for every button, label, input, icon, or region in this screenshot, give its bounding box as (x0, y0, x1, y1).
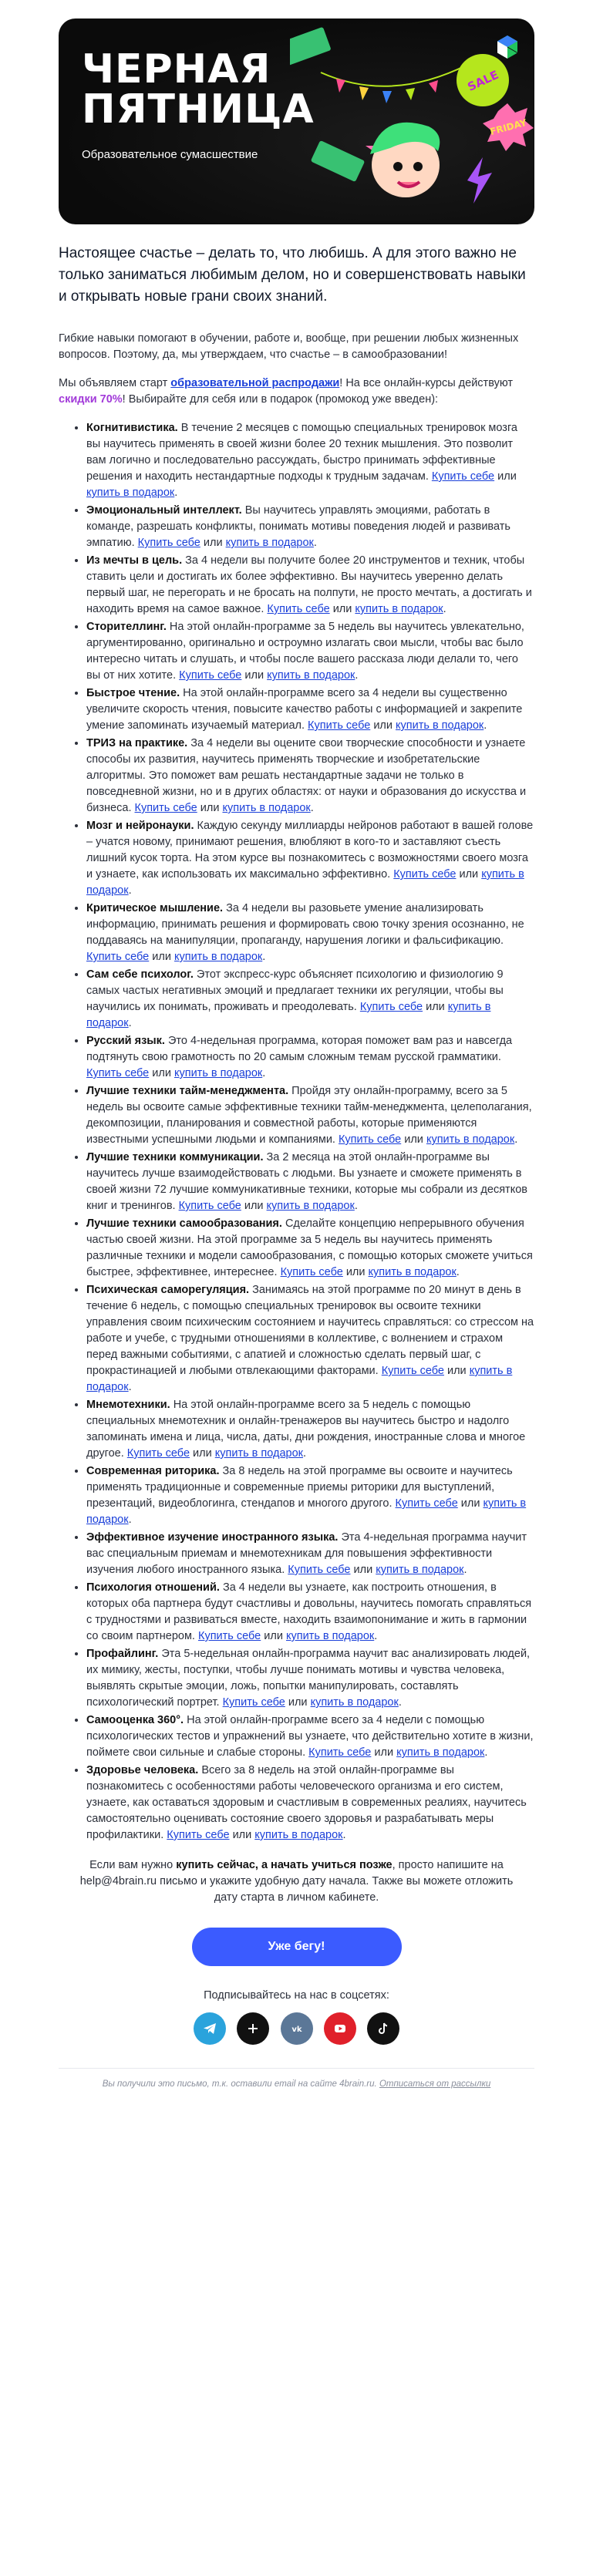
course-name: Из мечты в цель. (86, 554, 183, 567)
course-description: Пройдя эту онлайн-программу, всего за 5 недель вы освоите самые эффективные техники тайм-менеджмента, целеполагания, декомпозиции, планирования и совместной работы, которые применяются известными успешными людьми и компаниями. (86, 1085, 532, 1146)
course-description: Всего за 8 недель на этой онлайн-программе вы познакомитесь с особенностями работы человеческого организма и его систем, узнаете, как оставаться здоровым и счастливым в современных реалиях, научитесь самостоятельно оценивать состояние своего здоровья и разрабатывать меры профилактики. (86, 1764, 527, 1841)
course-item: • Критическое мышление. За 4 недели вы разовьете умение анализировать информацию, принимать решения и формировать свою точку зрения осознанно, не поддаваясь на манипуляции, пропаганду, нарушения логики и фальсификацию. Купить себе или купить в подарок. (86, 901, 534, 965)
course-description: За 4 недели вы получите более 20 инструментов и техник, чтобы ставить цели и достигать их более эффективно. Вы научитесь уверенно делать первый шаг, не перегорать и не бросать на полпути, не просто мечтать, а достигать и находить время на самое важное. (86, 554, 532, 615)
buy-gift-link[interactable]: купить в подарок (355, 603, 443, 615)
course-description: Эта 4-недельная программа научит вас специальным приемам и мнемотехникам для повышения эффективности изучения любого иностранного языка. (86, 1531, 527, 1576)
course-name: Лучшие техники тайм-менеджмента. (86, 1085, 289, 1097)
course-item: • Из мечты в цель. За 4 недели вы получите более 20 инструментов и техник, чтобы ставить цели и достигать их более эффективно. Вы научитесь уверенно делать первый шаг, не перегорать и не бросать на полпути, не просто мечтать, а достигать и находить время на самое важное. Купить себе или купить в подарок. (86, 553, 534, 618)
course-item: • Сторителлинг. На этой онлайн-программе за 5 недель вы научитесь увлекательно, аргументированно, оригинально и остроумно излагать свои мысли, чтобы вас было интересно читать и слушать, и чтобы после вашего рассказа люди делали то, чего вы от них хотите. Купить себе или купить в подарок. (86, 619, 534, 684)
buy-self-link[interactable]: Купить себе (178, 1200, 241, 1212)
course-description: Эта 5-недельная онлайн-программа научит вас анализировать людей, их мимику, жесты, поступки, чтобы лучше понимать мотивы и чувства человека, выявлять скрытые эмоции, ложь, попытки манипулировать, составлять психологический портрет. (86, 1648, 531, 1709)
course-item: • Самооценка 360°. На этой онлайн-программе всего за 4 недели с помощью психологических тестов и упражнений вы узнаете, что действительно хотите в жизни, поймете свои сильные и слабые стороны. Купить себе или купить в подарок. (86, 1712, 534, 1761)
banner-illustration (290, 19, 534, 224)
course-name: Сторителлинг. (86, 621, 167, 633)
course-item: • Эмоциональный интеллект. Вы научитесь управлять эмоциями, работать в команде, разрешать конфликты, понимать мотивы поведения людей и развивать эмпатию. Купить себе или купить в подарок. (86, 503, 534, 551)
course-description: Каждую секунду миллиарды нейронов работают в вашей голове – учатся новому, принимают решения, влюбляют в кого-то и заставляют съесть лишний кусок торта. На этом курсе вы познакомитесь с возможностями своего мозга и узнаете, как использовать их максимально эффективно. (86, 820, 534, 881)
email-body (59, 0, 534, 2104)
course-name: Эмоциональный интеллект. (86, 504, 242, 517)
buy-self-link[interactable]: Купить себе (86, 951, 150, 963)
course-description: В течение 2 месяцев с помощью специальных тренировок мозга вы научитесь применять в своей жизни более 20 техник мышления. Это позволит вам логично и последовательно рассуждать, быстро принимать эффективные решения и находить нестандартные подходы к трудным задачам. (86, 422, 517, 483)
closing-paragraph: Если вам нужно купить сейчас, а начать учиться позже, просто напишите на help@4brain.ru письмо и укажите удобную дату начала. Также вы можете отложить дату старта в личном кабинете. (79, 1859, 514, 1904)
buy-gift-link[interactable]: купить в подарок (426, 1133, 515, 1146)
course-item: • Мозг и нейронауки. Каждую секунду миллиарды нейронов работают в вашей голове – учатся новому, принимают решения, влюбляют в кого-то и заставляют съесть лишний кусок торта. На этом курсе вы познакомитесь с возможностями своего мозга и узнаете, как использовать их максимально эффективно. Купить себе или купить в подарок. (86, 818, 534, 899)
buy-gift-link[interactable]: купить в подарок (396, 719, 484, 732)
social-title: Подписывайтесь на нас в соцсетях: (204, 1989, 389, 2002)
buy-self-link[interactable]: Купить себе (137, 537, 200, 549)
buy-self-link[interactable]: Купить себе (393, 868, 457, 881)
buy-gift-link[interactable]: купить в подарок (86, 868, 524, 897)
course-name: Современная риторика. (86, 1465, 220, 1477)
course-name: Профайлинг. (86, 1648, 159, 1660)
course-item: • Профайлинг. Эта 5-недельная онлайн-программа научит вас анализировать людей, их мимику, жесты, поступки, чтобы лучше понимать мотивы и чувства человека, выявлять скрытые эмоции, ложь, попытки манипулировать, составлять психологический портрет. Купить себе или купить в подарок. (86, 1646, 534, 1711)
telegram-button[interactable] (194, 2012, 226, 2045)
buy-self-link[interactable]: Купить себе (222, 1696, 285, 1709)
course-description: Это 4-недельная программа, которая поможет вам раз и навсегда подтянуть свою грамотность по 20 самым сложным темам русской грамматики. (86, 1035, 513, 1063)
buy-self-link[interactable]: Купить себе (359, 1001, 423, 1013)
buy-gift-link[interactable]: купить в подарок (222, 802, 311, 814)
buy-gift-link[interactable]: купить в подарок (267, 669, 355, 682)
course-name: Лучшие техники коммуникации. (86, 1151, 264, 1163)
course-item: • Лучшие техники коммуникации. За 2 месяца на этой онлайн-программе вы научитесь лучше взаимодействовать с людьми. Вы узнаете и сможете применять в своей жизни 72 лучшие коммуникативные техники, которые мы собрали из десятков книг и тренингов. Купить себе или купить в подарок. (86, 1150, 534, 1214)
buy-gift-link[interactable]: купить в подарок (376, 1564, 464, 1576)
buy-self-link[interactable]: Купить себе (381, 1365, 444, 1377)
youtube-button[interactable] (324, 2012, 356, 2045)
course-item: • Когнитивистика. В течение 2 месяцев с помощью специальных тренировок мозга вы научитесь применять в своей жизни более 20 техник мышления. Это позволит вам логично и последовательно рассуждать, быстро принимать эффективные решения и находить нестандартные подходы к трудным задачам. Купить себе или купить в подарок. (86, 420, 534, 501)
vk-icon (289, 2021, 305, 2036)
hero-banner (59, 19, 534, 224)
course-description: За 4 недели вы узнаете, как построить отношения, в которых оба партнера будут счастливы и довольны, научитесь помогать справляться с трудностями и развиваться вместе, находить взаимопонимание и жить в гармонии со своим партнером. (86, 1581, 532, 1642)
buy-self-link[interactable]: Купить себе (338, 1133, 402, 1146)
course-name: Мозг и нейронауки. (86, 820, 194, 832)
course-description: Занимаясь на этой программе по 20 минут в день в течение 6 недель, с помощью специальных тренировок вы освоите техники управления своим психическим состоянием и научитесь справляться: со стрессом на работе и учебе, с трудными отношениями в коллективе, с волнением и страхом перед важными событиями, с апатией и сложностью сделать первый шаг, с прокрастинацией и любыми отвлекающими факторами. (86, 1284, 534, 1377)
buy-self-link[interactable]: Купить себе (198, 1630, 261, 1642)
buy-gift-link[interactable]: купить в подарок (225, 537, 314, 549)
course-name: Здоровье человека. (86, 1764, 199, 1776)
course-name: Быстрое чтение. (86, 687, 180, 699)
course-description: Сделайте концепцию непрерывного обучения частью своей жизни. На этой программе за 5 недель вы научитесь применять различные техники и модели самообразования, с помощью которых сможете учиться быстрее, эффективнее, интереснее. (86, 1217, 533, 1278)
buy-self-link[interactable]: Купить себе (431, 470, 495, 483)
sale-sticker-text: SALE (465, 67, 501, 94)
buy-gift-link[interactable]: купить в подарок (86, 1365, 513, 1393)
plus-button[interactable] (237, 2012, 269, 2045)
course-description: На этой онлайн-программе за 5 недель вы научитесь увлекательно, аргументированно, оригинально и остроумно излагать свои мысли, чтобы вас было интересно читать и слушать, и чтобы после вашего рассказа люди делали то, чего вы от них хотите. (86, 621, 524, 682)
course-name: Когнитивистика. (86, 422, 178, 434)
buy-gift-link[interactable]: купить в подарок (86, 1497, 527, 1526)
cta-row (59, 1928, 534, 1966)
course-name: Лучшие техники самообразования. (86, 1217, 282, 1230)
buy-self-link[interactable]: Купить себе (86, 1067, 150, 1079)
banner-subtitle: Образовательное сумасшествие (82, 148, 258, 161)
sale-link[interactable]: образовательной распродажи (170, 377, 340, 389)
course-description: За 2 месяца на этой онлайн-программе вы научитесь лучше взаимодействовать с людьми. Вы узнаете и сможете применять в своей жизни 72 лучшие коммуникативные техники, которые мы собрали из десятков книг и тренингов. (86, 1151, 527, 1212)
buy-gift-link[interactable]: купить в подарок (285, 1630, 375, 1642)
telegram-icon (202, 2021, 217, 2036)
course-item: • Современная риторика. За 8 недель на этой программе вы освоите и научитесь применять традиционные и современные приемы риторики для выступлений, презентаций, видеоблогинга, стендапов и многого другого. Купить себе или купить в подарок. (86, 1463, 534, 1528)
buy-self-link[interactable]: Купить себе (308, 719, 371, 732)
course-item: • Быстрое чтение. На этой онлайн-программе всего за 4 недели вы существенно увеличите скорость чтения, повысите качество работы с информацией и закрепите умение запоминать изучаемый материал. Купить себе или купить в подарок. (86, 685, 534, 734)
footer (59, 2079, 534, 2104)
course-item: • Сам себе психолог. Этот экспресс-курс объясняет психологию и физиологию 9 самых частых негативных эмоций и предлагает техники их регуляции, чтобы вы научились их понимать, проживать и преодолевать. Купить себе или купить в подарок. (86, 967, 534, 1032)
course-description: На этой онлайн-программе всего за 5 недель с помощью специальных мнемотехник и онлайн-тренажеров вы научитесь быстро и надолго запоминать имена и лица, числа, даты, дни рождения, иностранные слова и многое другое. (86, 1399, 526, 1460)
course-name: Психология отношений. (86, 1581, 220, 1594)
banner-title-line1: ЧЕРНАЯ (82, 46, 271, 93)
course-item: • Здоровье человека. Всего за 8 недель на этой онлайн-программе вы познакомитесь с особенностями работы человеческого организма и его систем, узнаете, как оставаться здоровым и счастливым в современных реалиях, научитесь самостоятельно оценивать состояние своего здоровья и разрабатывать меры профилактики. Купить себе или купить в подарок. (86, 1763, 534, 1844)
plus-icon (245, 2021, 261, 2036)
course-item: • Лучшие техники самообразования. Сделайте концепцию непрерывного обучения частью своей жизни. На этой программе за 5 недель вы научитесь применять различные техники и модели самообразования, с помощью которых сможете учиться быстрее, эффективнее, интереснее. Купить себе или купить в подарок. (86, 1216, 534, 1281)
course-item: • Мнемотехники. На этой онлайн-программе всего за 5 недель с помощью специальных мнемотехник и онлайн-тренажеров вы научитесь быстро и надолго запоминать имена и лица, числа, даты, дни рождения, иностранные слова и многое другое. Купить себе или купить в подарок. (86, 1397, 534, 1462)
buy-gift-link[interactable]: купить в подарок (86, 1001, 491, 1029)
tiktok-button[interactable] (367, 2012, 399, 2045)
buy-gift-link[interactable]: купить в подарок (368, 1266, 457, 1278)
course-item: • Психология отношений. За 4 недели вы узнаете, как построить отношения, в которых оба партнера будут счастливы и довольны, научитесь помогать справляться с трудностями и развиваться вместе, находить взаимопонимание и жить в гармонии со своим партнером. Купить себе или купить в подарок. (86, 1580, 534, 1645)
course-description: За 8 недель на этой программе вы освоите и научитесь применять традиционные и современные приемы риторики для выступлений, презентаций, видеоблогинга, стендапов и многого другого. (86, 1465, 513, 1510)
buy-self-link[interactable]: Купить себе (280, 1266, 343, 1278)
buy-gift-link[interactable]: купить в подарок (254, 1829, 343, 1841)
course-list (59, 420, 534, 1844)
buy-self-link[interactable]: Купить себе (267, 603, 330, 615)
intro-paragraph: Гибкие навыки помогают в обучении, работе и, вообще, при решении любых жизненных вопросов. Поэтому, да, мы утверждаем, что счастье – в самообразовании! (59, 332, 519, 361)
course-name: Сам себе психолог. (86, 968, 194, 981)
buy-self-link[interactable]: Купить себе (126, 1447, 190, 1460)
buy-gift-link[interactable]: купить в подарок (214, 1447, 304, 1460)
buy-gift-link[interactable]: купить в подарок (174, 1067, 263, 1079)
course-description: Этот экспресс-курс объясняет психологию и физиологию 9 самых частых негативных эмоций и предлагает техники их регуляции, чтобы вы научились их понимать, проживать и преодолевать. (86, 968, 504, 1013)
course-item: • Лучшие техники тайм-менеджмента. Пройдя эту онлайн-программу, всего за 5 недель вы освоите самые эффективные техники тайм-менеджмента, целеполагания, декомпозиции, планирования и совместной работы, которые применяются известными успешными людьми и компаниями. Купить себе или купить в подарок. (86, 1083, 534, 1148)
unsubscribe-link[interactable]: Отписаться от рассылки (379, 2079, 491, 2089)
buy-gift-link[interactable]: купить в подарок (86, 487, 175, 499)
buy-self-link[interactable]: Купить себе (308, 1746, 372, 1759)
youtube-icon (332, 2021, 348, 2036)
course-name: Мнемотехники. (86, 1399, 170, 1411)
banner-title-line2: ПЯТНИЦА (82, 86, 315, 133)
buy-gift-link[interactable]: купить в подарок (396, 1746, 485, 1759)
course-description: На этой онлайн-программе всего за 4 недели вы существенно увеличите скорость чтения, повысите качество работы с информацией и закрепите умение запоминать изучаемый материал. (86, 687, 523, 732)
course-description: За 4 недели вы разовьете умение анализировать информацию, принимать решения и формировать свою точку зрения осознанно, не поддаваясь на манипуляции, пропаганду, нарушения логики и фальсификацию. (86, 902, 524, 947)
banner-title (82, 46, 315, 133)
cta-button[interactable]: Уже бегу! (192, 1928, 402, 1966)
footer-text: Вы получили это письмо, т.к. оставили email на сайте 4brain.ru. (102, 2079, 377, 2089)
course-name: Психическая саморегуляция. (86, 1284, 250, 1296)
buy-gift-link[interactable]: купить в подарок (174, 951, 263, 963)
lead-paragraph: Настоящее счастье – делать то, что любишь. А для этого важно не только заниматься любимым делом, но и совершенствовать навыки и открывать новые грани своих знаний. (59, 245, 526, 305)
svg-text:vk: vk (291, 2025, 302, 2034)
course-item: • Психическая саморегуляция. Занимаясь на этой программе по 20 минут в день в течение 6 недель, с помощью специальных тренировок вы освоите техники управления своим психическим состоянием и научитесь справляться: со стрессом на работе и учебе, с трудными отношениями в коллективе, с волнением и страхом перед важными событиями, с апатией и сложностью сделать первый шаг, с прокрастинацией и любыми отвлекающими факторами. Купить себе или купить в подарок. (86, 1282, 534, 1396)
buy-self-link[interactable]: Купить себе (395, 1497, 458, 1510)
buy-self-link[interactable]: Купить себе (288, 1564, 351, 1576)
course-name: Русский язык. (86, 1035, 165, 1047)
course-description: За 4 недели вы оцените свои творческие способности и узнаете способы их развития, научитесь применять творческие и изобретательские алгоритмы. Это поможет вам решать нестандартные задачи не только в повседневной жизни, но и в других областях: от науки и образования до искусства и бизнеса. (86, 737, 527, 814)
course-item: • ТРИЗ на практике. За 4 недели вы оцените свои творческие способности и узнаете способы их развития, научитесь применять творческие и изобретательские алгоритмы. Это поможет вам решать нестандартные задачи не только в повседневной жизни, но и в других областях: от науки и образования до искусства и бизнеса. Купить себе или купить в подарок. (86, 736, 534, 817)
course-name: Эффективное изучение иностранного языка. (86, 1531, 339, 1544)
tiktok-icon (376, 2021, 391, 2036)
announce-paragraph: Мы объявляем старт образовательной распродажи! На все онлайн-курсы действуют скидки 70%! Выбирайте для себя или в подарок (промокод уже введен): (59, 377, 514, 406)
buy-gift-link[interactable]: купить в подарок (266, 1200, 355, 1212)
friday-sticker-text: FRIDAY (488, 116, 528, 138)
buy-self-link[interactable]: Купить себе (167, 1829, 230, 1841)
course-item: • Русский язык. Это 4-недельная программа, которая поможет вам раз и навсегда подтянуть свою грамотность по 20 самым сложным темам русской грамматики. Купить себе или купить в подарок. (86, 1033, 534, 1082)
footer-divider (59, 2068, 534, 2069)
buy-gift-link[interactable]: купить в подарок (310, 1696, 399, 1709)
course-description: На этой онлайн-программе всего за 4 недели с помощью психологических тестов и упражнений вы узнаете, что действительно хотите в жизни, поймете свои сильные и слабые стороны. (86, 1714, 534, 1759)
course-item: • Эффективное изучение иностранного языка. Эта 4-недельная программа научит вас специальным приемам и мнемотехникам для повышения эффективности изучения любого иностранного языка. Купить себе или купить в подарок. (86, 1530, 534, 1578)
course-name: Самооценка 360°. (86, 1714, 184, 1726)
vk-button[interactable] (281, 2012, 313, 2045)
buy-self-link[interactable]: Купить себе (134, 802, 197, 814)
course-description: Вы научитесь управлять эмоциями, работать в команде, разрешать конфликты, понимать мотивы поведения людей и развивать эмпатию. (86, 504, 510, 549)
course-name: ТРИЗ на практике. (86, 737, 188, 749)
social-links (59, 2012, 534, 2045)
discount-highlight: скидки 70% (59, 393, 123, 406)
course-name: Критическое мышление. (86, 902, 224, 914)
buy-self-link[interactable]: Купить себе (179, 669, 242, 682)
